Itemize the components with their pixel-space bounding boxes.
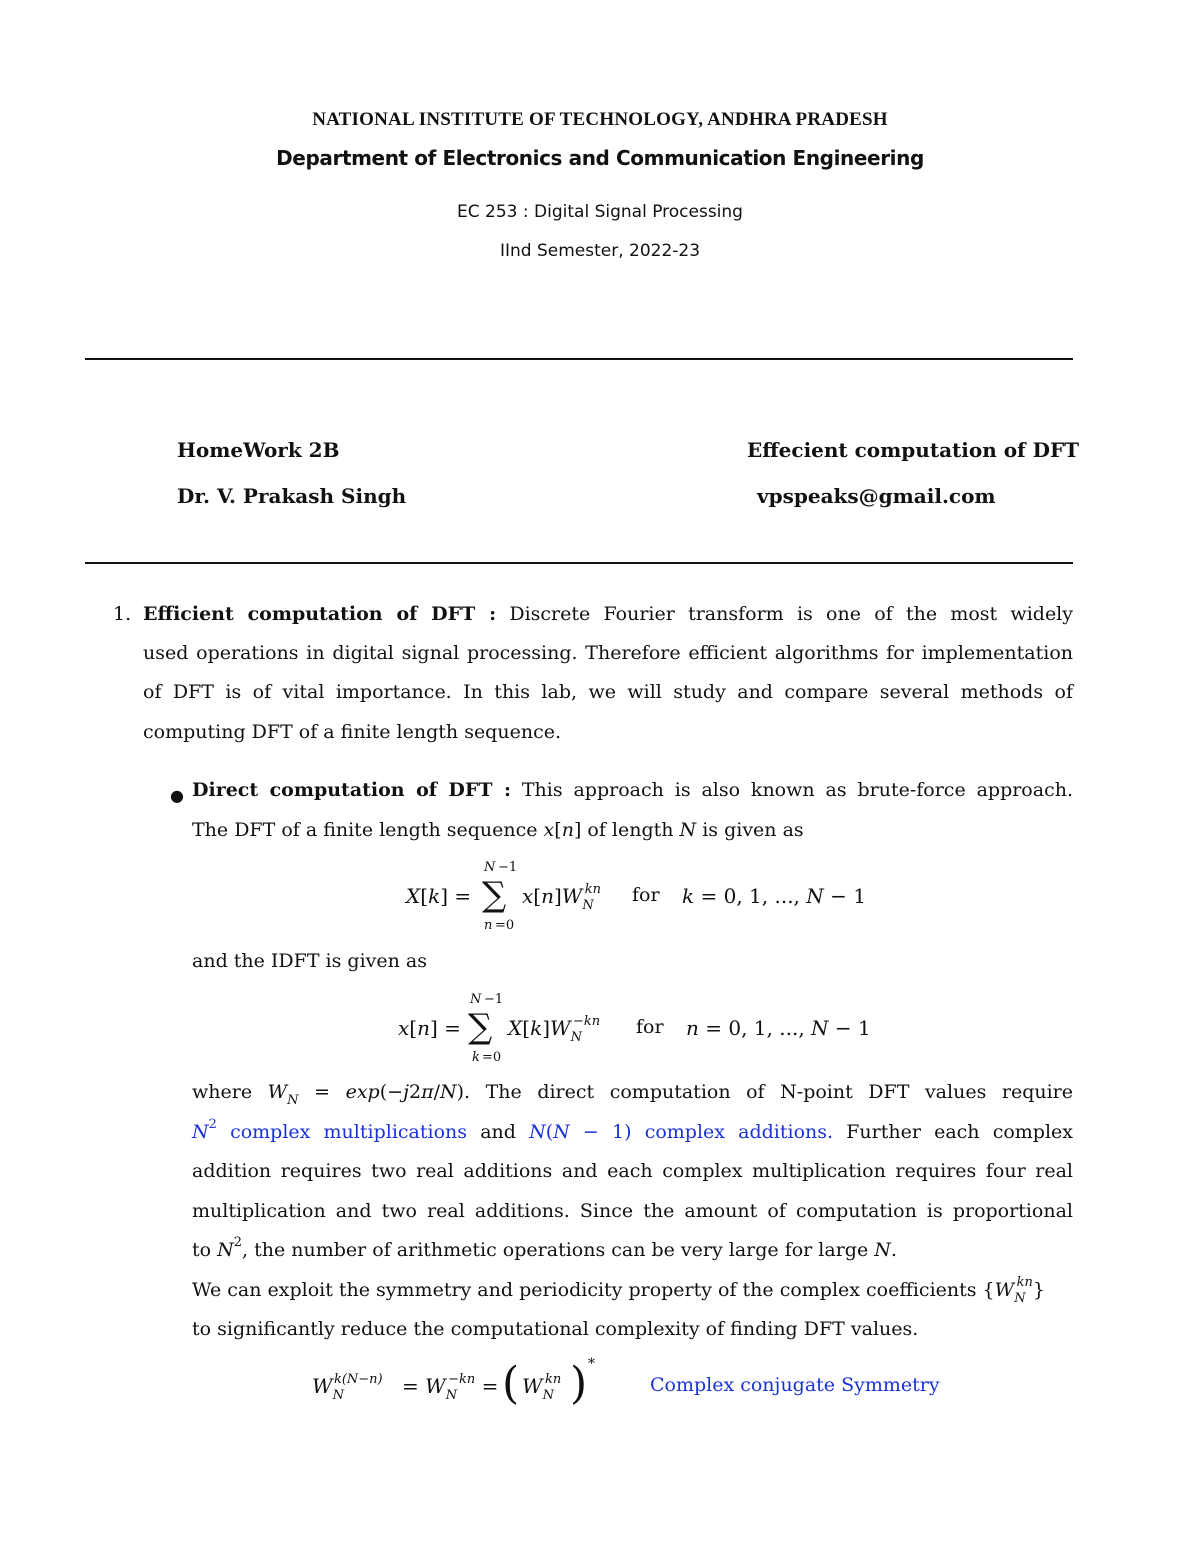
symmetry-label: Complex conjugate Symmetry <box>650 1374 940 1396</box>
section-number: 1. <box>113 603 132 625</box>
text-b: of length <box>587 819 674 841</box>
to-word: to <box>192 1239 212 1261</box>
section-line-3: of DFT is of vital importance. In this lab, we will study and compare several methods of <box>143 681 1073 703</box>
line-a: addition requires two real additions and each complex multiplication requires four real <box>192 1160 1073 1182</box>
bullet-line-1 <box>192 771 1073 811</box>
author-name: Dr. V. Prakash Singh <box>177 484 407 508</box>
text-a: The DFT of a finite length sequence <box>192 819 538 841</box>
bullet-icon: ● <box>170 786 184 805</box>
line-c-rest: , the number of arithmetic operations can be very large for large <box>242 1239 869 1261</box>
for-word-2: for <box>636 1016 664 1038</box>
symmetry-equation: $W_N^{k(N-n)}$ = $W_N^{-kn}$ = ( $W_N^{kn}$ ) * Complex conjugate Symmetry <box>312 1356 940 1409</box>
semester: IInd Semester, 2022-23 <box>499 241 701 261</box>
mult-text: complex multiplications <box>230 1121 468 1143</box>
and-word: and <box>480 1121 516 1143</box>
bottom-rule <box>85 562 1073 564</box>
idft-equation: N −1 x[n] = ∑ k =0 $X[k]W_N^{-kn}$ for n = 0, 1, ..., N − 1 <box>398 992 871 1065</box>
top-rule <box>85 358 1073 360</box>
section-line-1 <box>143 595 1073 635</box>
course-title: EC 253 : Digital Signal Processing <box>457 202 743 222</box>
line-d: We can exploit the symmetry and periodicity property of the complex coefficients $\{W_N^{kn}\}$ <box>192 1275 1045 1306</box>
section-heading: Efficient computation of DFT : <box>143 603 497 625</box>
bullet-line-2: The DFT of a finite length sequence x[n] of length N is given as <box>192 819 804 841</box>
where-rest: The direct computation of N-point DFT values require <box>485 1081 1074 1103</box>
topic-label: Effecient computation of DFT <box>747 438 1080 462</box>
idft-intro: and the IDFT is given as <box>192 950 427 972</box>
section-lead: Discrete Fourier transform is one of the most widely <box>509 603 1073 625</box>
for-word-1: for <box>632 884 660 906</box>
homework-label: HomeWork 2B <box>177 438 340 462</box>
where-word: where <box>192 1081 253 1103</box>
bullet-heading: Direct computation of DFT : <box>192 779 511 801</box>
section-line-4: computing DFT of a finite length sequence. <box>143 721 561 743</box>
dft-equation: N −1 X[k] = ∑ n =0 $x[n]W_N^{kn}$ for k = 0, 1, ..., N − 1 <box>406 860 866 933</box>
department-name: Department of Electronics and Communication Engineering <box>276 146 924 170</box>
line-c: to $N^2$, the number of arithmetic operations can be very large for large N. <box>192 1235 897 1261</box>
author-email: vpspeaks@gmail.com <box>757 484 996 508</box>
line-b: multiplication and two real additions. Since the amount of computation is proportional <box>192 1200 1073 1222</box>
bullet-lead: This approach is also known as brute-force approach. <box>521 779 1073 801</box>
institute-name: NATIONAL INSTITUTE OF TECHNOLOGY, ANDHRA PRADESH <box>312 109 888 130</box>
where-line: where $W_N = \exp(-j2\pi/N)$. The direct computation of N-point DFT values require <box>192 1081 1074 1108</box>
further-text: Further each complex <box>846 1121 1074 1143</box>
complexity-line: $N^2$ complex multiplications and N(N − 1) complex additions. Further each complex <box>192 1117 1074 1143</box>
line-d-text: We can exploit the symmetry and periodicity property of the complex coefficients <box>192 1279 977 1301</box>
text-c: is given as <box>702 819 804 841</box>
add-text: complex additions. <box>644 1121 834 1143</box>
line-e: to significantly reduce the computational complexity of finding DFT values. <box>192 1318 919 1340</box>
section-line-2: used operations in digital signal processing. Therefore efficient algorithms for implementation <box>143 642 1073 664</box>
